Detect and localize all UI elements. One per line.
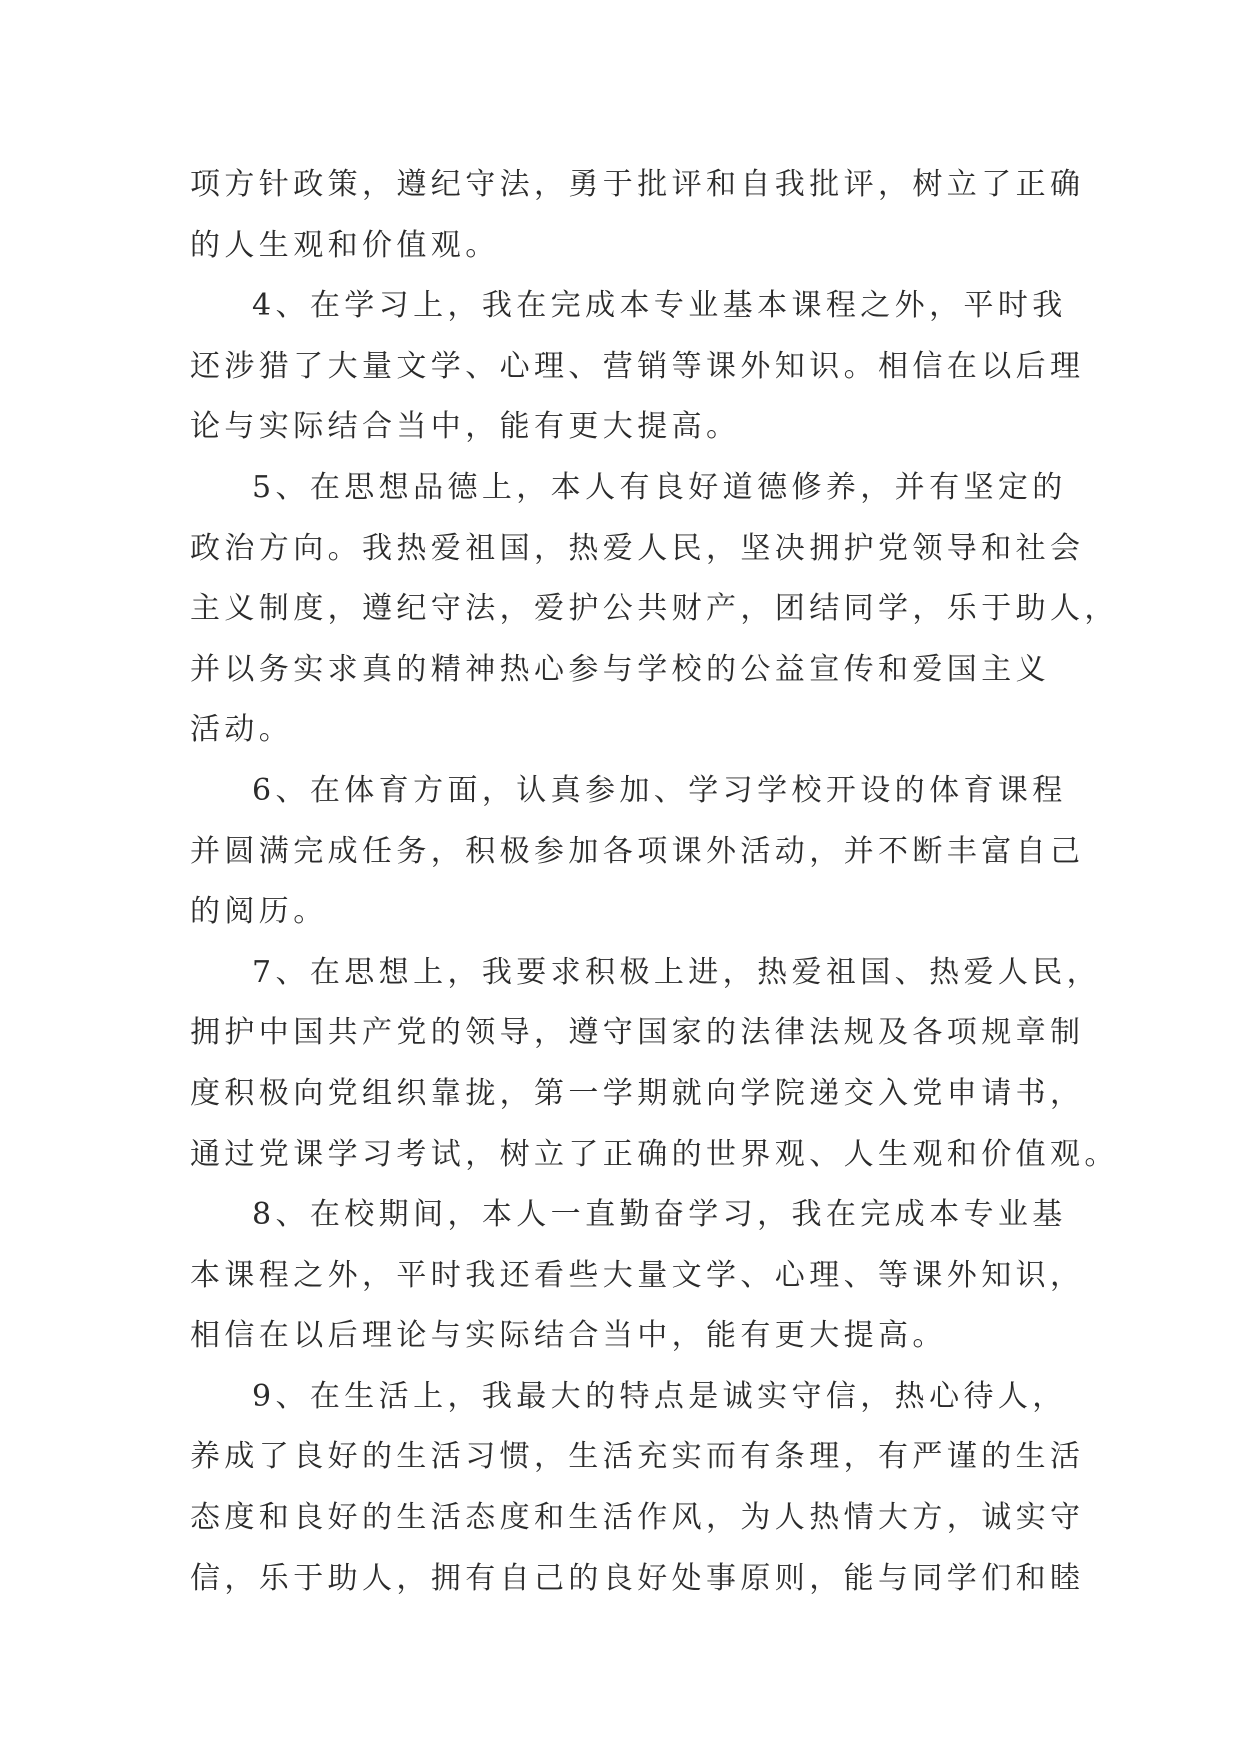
- text-line: 养成了良好的生活习惯，生活充实而有条理，有严谨的生活: [190, 1439, 1085, 1475]
- text-line: 信，乐于助人，拥有自己的良好处事原则，能与同学们和睦: [190, 1560, 1085, 1596]
- text-line: 态度和良好的生活态度和生活作风，为人热情大方，诚实守: [190, 1500, 1085, 1536]
- text-line: 7、在思想上，我要求积极上进，热爱祖国、热爱人民，: [252, 954, 1102, 990]
- text-line: 论与实际结合当中，能有更大提高。: [190, 409, 741, 445]
- text-line: 的阅历。: [190, 894, 328, 930]
- text-line: 通过党课学习考试，树立了正确的世界观、人生观和价值观。: [190, 1136, 1119, 1172]
- text-line: 5、在思想品德上，本人有良好道德修养，并有坚定的: [252, 469, 1067, 505]
- text-line: 主义制度，遵纪守法，爱护公共财产，团结同学，乐于助人，: [190, 591, 1119, 627]
- text-line: 项方针政策，遵纪守法，勇于批评和自我批评，树立了正确: [190, 167, 1085, 202]
- document-body: [190, 155, 1119, 1609]
- text-line: 还涉猎了大量文学、心理、营销等课外知识。相信在以后理: [190, 348, 1085, 384]
- text-line: 相信在以后理论与实际结合当中，能有更大提高。: [190, 1318, 947, 1354]
- text-line: 的人生观和价值观。: [190, 227, 500, 263]
- text-line: 度积极向党组织靠拢，第一学期就向学院递交入党申请书，: [190, 1075, 1085, 1111]
- text-line: 6、在体育方面，认真参加、学习学校开设的体育课程: [252, 772, 1067, 808]
- text-line: 活动。: [190, 712, 294, 748]
- text-line: 政治方向。我热爱祖国，热爱人民，坚决拥护党领导和社会: [190, 530, 1085, 566]
- text-line: 拥护中国共产党的领导，遵守国家的法律法规及各项规章制: [190, 1015, 1085, 1051]
- text-line: 本课程之外，平时我还看些大量文学、心理、等课外知识，: [190, 1257, 1085, 1293]
- text-line: 8、在校期间，本人一直勤奋学习，我在完成本专业基: [252, 1197, 1067, 1233]
- text-line: 并圆满完成任务，积极参加各项课外活动，并不断丰富自己: [190, 833, 1085, 869]
- text-line: 4、在学习上，我在完成本专业基本课程之外，平时我: [252, 288, 1067, 324]
- text-line: 并以务实求真的精神热心参与学校的公益宣传和爱国主义: [190, 651, 1050, 687]
- text-line: 9、在生活上，我最大的特点是诚实守信，热心待人，: [252, 1378, 1067, 1414]
